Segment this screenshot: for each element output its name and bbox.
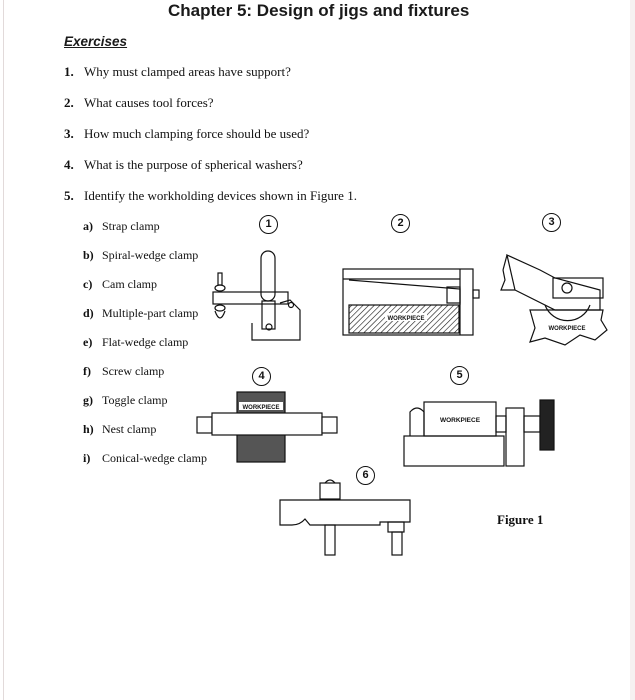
option-b: b) Spiral-wedge clamp: [83, 248, 199, 262]
strap-clamp-drawing: [270, 475, 415, 560]
question-4: 4. What is the purpose of spherical washers?: [64, 157, 303, 172]
callout-3: 3: [542, 213, 561, 232]
toggle-clamp-drawing: [205, 245, 305, 345]
callout-6: 6: [356, 466, 375, 485]
callout-1: 1: [259, 215, 278, 234]
svg-text:WORKPIECE: WORKPIECE: [387, 316, 425, 322]
option-a: a) Strap clamp: [83, 219, 160, 233]
screw-clamp-drawing: [400, 390, 560, 470]
spiral-wedge-clamp-drawing: [195, 390, 340, 470]
option-c: c) Cam clamp: [83, 277, 157, 291]
svg-text:WORKPIECE: WORKPIECE: [439, 417, 481, 424]
figure-caption: Figure 1: [497, 512, 544, 527]
question-5: 5. Identify the workholding devices shown in Figure 1.: [64, 188, 357, 203]
svg-text:WORKPIECE: WORKPIECE: [242, 405, 280, 411]
callout-2: 2: [391, 214, 410, 233]
page-edge: [630, 0, 635, 700]
svg-text:WORKPIECE: WORKPIECE: [548, 326, 586, 332]
option-e: e) Flat-wedge clamp: [83, 335, 189, 349]
option-i: i) Conical-wedge clamp: [83, 451, 207, 465]
callout-4: 4: [252, 367, 271, 386]
option-f: f) Screw clamp: [83, 364, 165, 378]
option-h: h) Nest clamp: [83, 422, 157, 436]
question-2: 2. What causes tool forces?: [64, 95, 214, 110]
question-3: 3. How much clamping force should be used?: [64, 126, 310, 141]
option-d: d) Multiple-part clamp: [83, 306, 199, 320]
flat-wedge-clamp-drawing: [335, 265, 485, 345]
page-title: Chapter 5: Design of jigs and fixtures: [168, 1, 470, 20]
callout-5: 5: [450, 366, 469, 385]
question-1: 1. Why must clamped areas have support?: [64, 64, 291, 79]
section-heading: Exercises: [64, 34, 128, 49]
cam-clamp-drawing: [495, 250, 615, 355]
option-g: g) Toggle clamp: [83, 393, 168, 407]
